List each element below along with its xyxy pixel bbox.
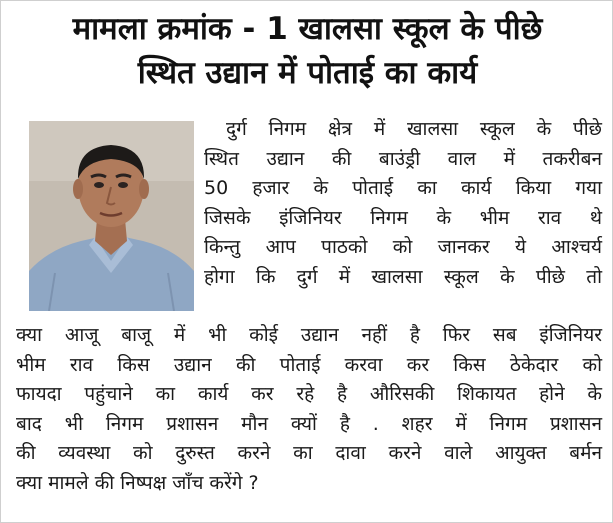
article-line: 50 हजार के पोताई का कार्य किया गया bbox=[204, 177, 602, 199]
article-line: स्थित उद्यान की बाउंड्री वाल में तकरीबन bbox=[204, 147, 602, 170]
article-line: की व्यवस्था को दुरुस्त करने का दावा करने वाले आयुक्त बर्मन bbox=[16, 442, 602, 464]
headline-line-2: स्थित उद्यान में पोताई का कार्य bbox=[137, 55, 478, 91]
article-line: बाद भी निगम प्रशासन मौन क्यों है . शहर में निगम प्रशासन bbox=[16, 412, 602, 435]
engineer-photo bbox=[29, 121, 194, 311]
article-intro bbox=[204, 115, 602, 292]
article-line: किन्तु आप पाठको को जानकर ये आश्चर्य bbox=[204, 236, 602, 258]
article-line: दुर्ग निगम क्षेत्र में खालसा स्कूल के पीछे bbox=[226, 118, 602, 140]
article-line: भीम राव किस उद्यान की पोताई करवा कर किस ठेकेदार को bbox=[16, 353, 602, 376]
headline-line-1: मामला क्रमांक - 1 खालसा स्कूल के पीछे bbox=[72, 11, 543, 47]
article-line: क्या मामले की निष्पक्ष जाँच करेंगे ? bbox=[16, 471, 259, 494]
article-line: फायदा पहुंचाने का कार्य कर रहे है औरिसकी शिकायत होने के bbox=[16, 383, 602, 405]
article-line: जिसके इंजिनियर निगम के भीम राव थे bbox=[204, 206, 602, 229]
article-body bbox=[16, 321, 602, 498]
headline bbox=[1, 7, 613, 95]
article-line: क्या आजू बाजू में भी कोई उद्यान नहीं है फिर सब इंजिनियर bbox=[16, 324, 602, 346]
article-line: होगा कि दुर्ग में खालसा स्कूल के पीछे तो bbox=[204, 265, 602, 288]
